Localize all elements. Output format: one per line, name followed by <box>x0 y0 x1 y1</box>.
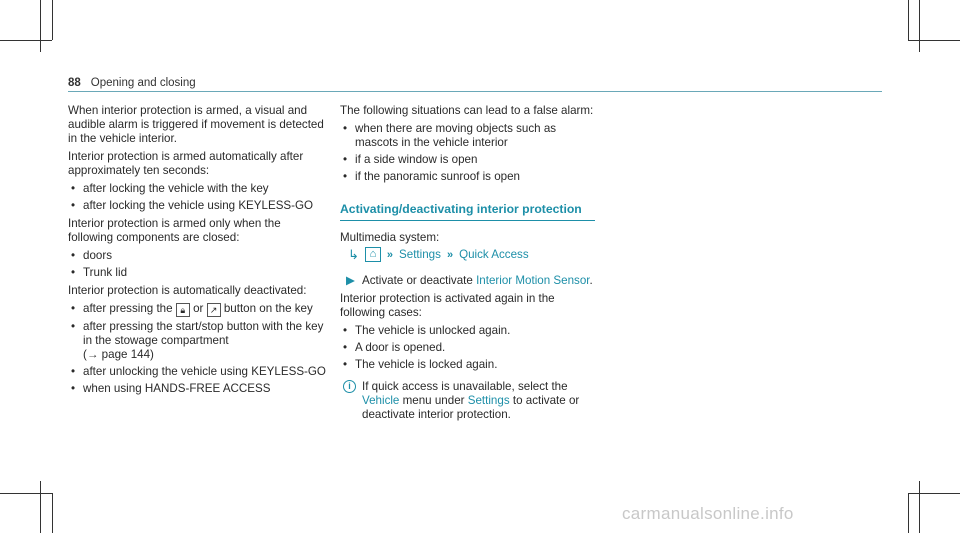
crop-mark <box>40 481 41 533</box>
settings-link[interactable]: Settings <box>467 394 510 407</box>
crop-mark <box>52 0 53 40</box>
list-item: • after locking the vehicle using KEYLESS-GO <box>71 199 314 212</box>
crop-mark <box>908 493 960 494</box>
paragraph: Interior protection is armed only when the following components are closed: <box>68 217 281 244</box>
crop-mark <box>908 40 960 41</box>
list-item: • after locking the vehicle with the key <box>71 182 269 195</box>
chevron-right-icon: » <box>446 248 454 261</box>
list-item: • when there are moving objects such as mascots in the vehicle interior <box>343 122 557 149</box>
crop-mark <box>908 493 909 533</box>
paragraph: Interior protection is armed automatically after approximately ten seconds: <box>68 150 304 177</box>
crop-mark <box>919 0 920 52</box>
crop-mark <box>0 40 52 41</box>
bullet-list <box>340 122 600 184</box>
trunk-icon: ↗ <box>207 303 221 317</box>
list-item: • if the panoramic sunroof is open <box>343 170 520 183</box>
info-icon: i <box>343 380 356 393</box>
page-reference[interactable]: (→ page 144) <box>83 348 154 361</box>
list-item: • after pressing the 🔒︎ or ↗ button on the key <box>71 302 313 315</box>
list-item: • Trunk lid <box>71 266 128 279</box>
list-item: • The vehicle is locked again. <box>343 358 498 371</box>
interior-motion-sensor-link[interactable]: Interior Motion Sensor <box>476 274 590 287</box>
page-header <box>68 76 196 90</box>
home-icon[interactable]: ⌂ <box>365 247 381 262</box>
page-number: 88 <box>68 77 81 89</box>
list-item: • after unlocking the vehicle using KEYLESS-GO <box>71 365 326 378</box>
multimedia-label: Multimedia system: <box>340 231 440 244</box>
paragraph: The following situations can lead to a false alarm: <box>340 104 594 117</box>
page-section-title: Opening and closing <box>90 77 196 89</box>
section-heading: Activating/deactivating interior protection <box>340 202 595 221</box>
chevron-right-icon: » <box>386 248 394 261</box>
paragraph: Interior protection is automatically deactivated: <box>68 284 307 297</box>
list-item: • The vehicle is unlocked again. <box>343 324 511 337</box>
vehicle-menu-link[interactable]: Vehicle <box>362 394 400 407</box>
watermark: carmanualsonline.info <box>622 504 794 523</box>
list-item: • doors <box>71 249 113 262</box>
list-item: • if a side window is open <box>343 153 478 166</box>
menu-settings[interactable]: Settings <box>399 247 441 261</box>
crop-mark <box>40 0 41 52</box>
action-step: ▶ Activate or deactivate Interior Motion Sensor. <box>346 274 593 287</box>
lock-icon: 🔒︎ <box>176 303 190 317</box>
crop-mark <box>919 481 920 533</box>
bullet-list <box>68 302 328 396</box>
header-divider <box>68 91 882 92</box>
left-column <box>68 104 328 400</box>
action-arrow-icon: ▶ <box>346 274 355 287</box>
info-note: i If quick access is unavailable, select the Vehicle menu under Settings to activate or deactivate interior protection. <box>340 380 600 422</box>
list-item: • A door is opened. <box>343 341 446 354</box>
list-item: • when using HANDS-FREE ACCESS <box>71 382 271 395</box>
crop-mark <box>52 493 53 533</box>
crop-mark <box>908 0 909 40</box>
menu-path <box>340 247 600 262</box>
bullet-list <box>68 249 328 280</box>
menu-quick-access[interactable]: Quick Access <box>459 247 529 261</box>
crop-mark <box>0 493 52 494</box>
right-column <box>340 104 600 422</box>
bullet-list <box>340 324 600 372</box>
list-item: • after pressing the start/stop button with the key in the stowage compartment (→ page 144) <box>71 320 324 361</box>
path-start-icon: ↳ <box>348 246 359 262</box>
paragraph: Interior protection is activated again in the following cases: <box>340 292 555 319</box>
bullet-list <box>68 182 328 213</box>
paragraph: When interior protection is armed, a visual and audible alarm is triggered if movement is detected in the vehicle interior. <box>68 104 324 145</box>
